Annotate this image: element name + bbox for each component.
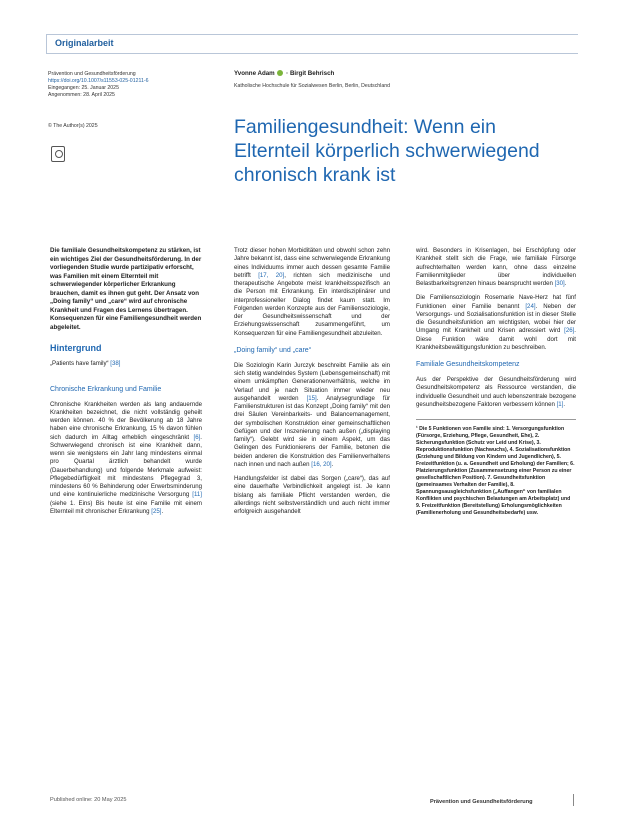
paragraph-text: Chronische Krankheiten werden als lang andauernde Krankheiten bezeichnet, die nicht vollständig geheilt werden können. 40 % der Bevölkerung ab 18 Jahre haben eine chronische Erkrankung, 15 % davon fühlen sich dadurch im Alltag erheblich eingeschränkt [50, 400, 202, 441]
paragraph-text: . Schwerwiegend chronisch ist eine Krankheit dann, wenn sie wenigstens ein Jahr lang mindestens einmal pro Quartal ärztlich behandelt wurde (Dauerbehandlung) und folgende Merkmale aufweist: Pflegebedürftigkeit mit mindestens Pflegegrad 3, mindestens 60 % Behinderung oder Erwerbsminderung und eine kontinuierliche medizinische Versorgung [50, 433, 202, 499]
open-access-icon [51, 146, 65, 162]
author-line [234, 70, 334, 77]
citation-link[interactable]: [38] [110, 360, 121, 368]
column-1 [50, 247, 202, 522]
article-meta [48, 71, 218, 99]
citation-link[interactable]: [1] [556, 400, 564, 408]
citation-link[interactable]: [16, 20] [311, 460, 332, 468]
copyright: © The Author(s) 2025 [48, 123, 98, 129]
citation-link[interactable]: [30] [554, 280, 565, 287]
abstract: Die familiale Gesundheitskompetenz zu stärken, ist ein wichtiges Ziel der Gesundheitsförderung. In der vorliegenden Studie wurde partizipativ erforscht, was Familien mit einem Elternteil mit schwerwiegender körperlicher Erkrankung brauchen, damit es ihnen gut geht. Der Ansatz von „Doing family“ und „care“ wird auf chronische Krankheit und Fragen des Lernens übertragen. Konsequenzen für eine Familiengesundheit werden abgeleitet. [50, 247, 202, 331]
paragraph-text: . Neben der Versorgungs- und Sozialisationsfunktion ist in dieser Stelle die Gesundheitsfunktion am wichtigsten, wobei hier der Umgang mit Krankheit und Krisen adressiert wird [416, 302, 576, 335]
citation-link[interactable]: [24] [525, 302, 536, 310]
paragraph-text: , richten sich medizinische und therapeutische Angebote meist krankheitsspezifisch an die Person mit Erkrankung. Ein interdisziplinärer und interprofessioneller Dialog findet kaum statt. Im Folgenden werden Konzepte aus der Familiensoziologie, der Gesundheitswissenschaft und der Erziehungswissenschaft zusammengeführt, um Konsequenzen für eine Familiengesundheit abzuleiten. [234, 271, 390, 337]
citation-link[interactable]: [6] [193, 433, 201, 441]
paragraph-text: Handlungsfelder ist dabei das Sorgen („care“), das auf eine dauerhafte Verbindlichkeit angelegt ist. Je kann bislang als familiale Pflicht verstanden werden, die allerdings nicht selbstverständlich und auch nicht immer erfolgreich ausgehandelt [234, 475, 390, 515]
author-separator: · [286, 70, 290, 77]
published-date: Published online: 20 May 2025 [50, 797, 127, 803]
footer-journal: Prävention und Gesundheitsförderung [430, 799, 533, 805]
journal-name: Prävention und Gesundheitsförderung [48, 71, 136, 77]
accepted-date: Angenommen: 28. April 2025 [48, 92, 115, 98]
citation-link[interactable]: [11] [192, 491, 202, 499]
paragraph-text: wird. Besonders in Krisenlagen, bei Erschöpfung oder Krankheit stellt sich die Frage, wie familiale Fürsorge aufrechterhalten werden kann, ohne dass einzelne Familienmitglieder über individuellen Belastbarkeitsgrenzen hinaus beansprucht werden [416, 247, 576, 287]
author-name[interactable]: Birgit Behrisch [289, 70, 335, 77]
subsection-heading: „Doing family“ und „care“ [234, 346, 312, 354]
paragraph [234, 247, 390, 338]
paragraph: wird. Besonders in Krisenlagen, bei Erschöpfung oder Krankheit stellt sich die Frage, wie familiale Fürsorge aufrechterhalten werden kann, ohne dass einzelne Familienmitglieder über individuellen Belastbarkeitsgrenzen hinaus beansprucht werden [30]. [416, 247, 576, 287]
article-type-label: Originalarbeit [55, 38, 114, 48]
paragraph: Aus der Perspektive der Gesundheitsförderung wird Gesundheitskompetenz als Ressource verstanden, die individuelle Gesundheit und auch lebenszentrale bezogene gesundheitsbezogene Faktoren verbessern können [1]. [416, 376, 576, 408]
orcid-icon[interactable] [277, 70, 283, 76]
citation-link[interactable]: [17, 20] [258, 271, 285, 279]
paragraph-text: Aus der Perspektive der Gesundheitsförderung wird Gesundheitskompetenz als Ressource verstanden, die individuelle Gesundheit und auch lebenszentrale bezogene gesundheitsbezogene Faktoren verbessern können [416, 376, 576, 408]
footnote-divider [416, 419, 576, 420]
paragraph [416, 294, 576, 352]
epigraph-text: „Patients have family“ [50, 360, 109, 368]
paragraph-text: (siehe 1. Eins) Bis heute ist eine Familie mit einem Elternteil mit chronischer Erkrankung [50, 499, 202, 515]
paragraph-text: Die Familiensoziologin Rosemarie Nave-Herz hat fünf Funktionen einer Familie benannt [416, 294, 576, 310]
citation-link[interactable]: [25] [151, 507, 162, 515]
paragraph: Die Soziologin Karin Jurczyk beschreibt Familie als ein sich stetig wandelndes System (Lebensgemeinschaft) mit einem umkämpften Generationenverhältnis, welche im Verlauf und je nach Situation immer wieder neu ausgehandelt werden [15]. Analysegrundlage für Familienstrukturen ist das Konzept „Doing family“ mit den drei Säulen Vereinbarkeits- und Balancemanagement, der symbolischen Konstruktion einer gemeinschaftlichen Gefügen und der Inszenierung nach außen („displaying family“). Gelebt wird sie in einem Aspekt, um das Gelingen des Funktionierens der Familie, betonen die beiden anderen die Konstruktion des Familienverhaltens nach innen und nach außen [16, 20]. [234, 361, 390, 468]
author-name[interactable]: Yvonne Adam [234, 70, 275, 77]
affiliation: Katholische Hochschule für Sozialwesen Berlin, Berlin, Deutschland [234, 83, 390, 89]
paragraph: Chronische Krankheiten werden als lang andauernde Krankheiten bezeichnet, die nicht vollständig geheilt werden können. 40 % der Bevölkerung ab 18 Jahre haben eine chronische Erkrankung, 15 % davon fühlen sich dadurch im Alltag erheblich eingeschränkt [6]. Schwerwiegend chronisch ist eine Krankheit dann, wenn sie wenigstens ein Jahr lang mindestens einmal pro Quartal ärztlich behandelt wurde (Dauerbehandlung) und folgende Merkmale aufweist: Pflegebedürftigkeit mit mindestens Pflegegrad 3, mindestens 60 % Behinderung oder Erwerbsminderung und eine kontinuierliche medizinische Versorgung [11] (siehe 1. Eins) Bis heute ist eine Familie mit einem Elternteil mit chronischer Erkrankung [25]. [50, 400, 202, 515]
paragraph [234, 475, 390, 516]
paragraph-text: Die Soziologin Karin Jurczyk beschreibt Familie als ein sich stetig wandelndes System (Lebensgemeinschaft) mit einem umkämpften Generationenverhältnis, welche im Verlauf und je nach Situation immer wieder neu ausgehandelt werden [234, 361, 390, 402]
section-heading: Hintergrund [50, 343, 102, 353]
article-title: Familiengesundheit: Wenn ein Elternteil körperlich schwerwiegend chronisch krank ist [234, 116, 540, 186]
paragraph-text: Trotz dieser hohen Morbiditäten und obwohl schon zehn Jahre bekannt ist, dass eine schwerwiegende Erkrankung eines Individuums immer auch dessen gesamte Familie betrifft [234, 247, 390, 279]
column-2 [234, 247, 390, 522]
epigraph [50, 360, 202, 368]
paragraph-text: . Analysegrundlage für Familienstrukturen ist das Konzept „Doing family“ mit den drei Säulen Vereinbarkeits- und Balancemanagement, der symbolischen Konstruktion einer gemeinschaftlichen Gefügen und der Inszenierung nach außen („displaying family“). Gelebt wird sie in einem Aspekt, um das Gelingen des Funktionierens der Familie, betonen die beiden anderen die Konstruktion des Familienverhaltens nach innen und nach außen [234, 394, 390, 468]
article-type-bar [46, 34, 578, 54]
subsection-heading: Chronische Erkrankung und Familie [50, 385, 162, 393]
subsection-heading: Familiale Gesundheitskompetenz [416, 361, 520, 368]
citation-link[interactable]: [26] [564, 327, 575, 335]
doi-link[interactable]: https://doi.org/10.1007/s11553-025-01211-6 [48, 78, 149, 84]
footer-divider [573, 794, 574, 806]
column-3 [416, 247, 576, 517]
received-date: Eingegangen: 25. Januar 2025 [48, 85, 119, 91]
footnote: ¹ Die 5 Funktionen von Familie sind: 1. Versorgungsfunktion (Fürsorge, Erziehung, Pflege, Gesundheit, Ehe), 2. Sicherungsfunktion (Schutz vor Leid und Krise), 3. Reproduktionsfunktion (Nachwuchs), 4. Sozialisationsfunktion (Erziehung und Bildung von Kindern und Jugendlichen), 5. Freizeitfunktion (u. a. Gesundheit und Erholung) der Familien; 6. Platzierungsfunktion (Zusammensetzung einer Person zu einer gesellschaftlichen Position). 7. Gesundheitsfunktion (gemeinsames Verhalten der Familie), 8. Spannungsausgleichsfunktion („Auffangen“ von familialen Konflikten und psychischen Belastungen am Arbeitsplatz) und 9. Freizeitfunktion (Bereitstellung) Erholungsmöglichkeiten (Familienerholung und Gesundheitsbedarfe) usw. [416, 426, 575, 516]
citation-link[interactable]: [15] [306, 394, 317, 402]
paragraph-text: . Diese Funktion wäre damit wohl dort mit Krankheitsbewältigungsfunktion zu beschreiben. [416, 327, 576, 351]
